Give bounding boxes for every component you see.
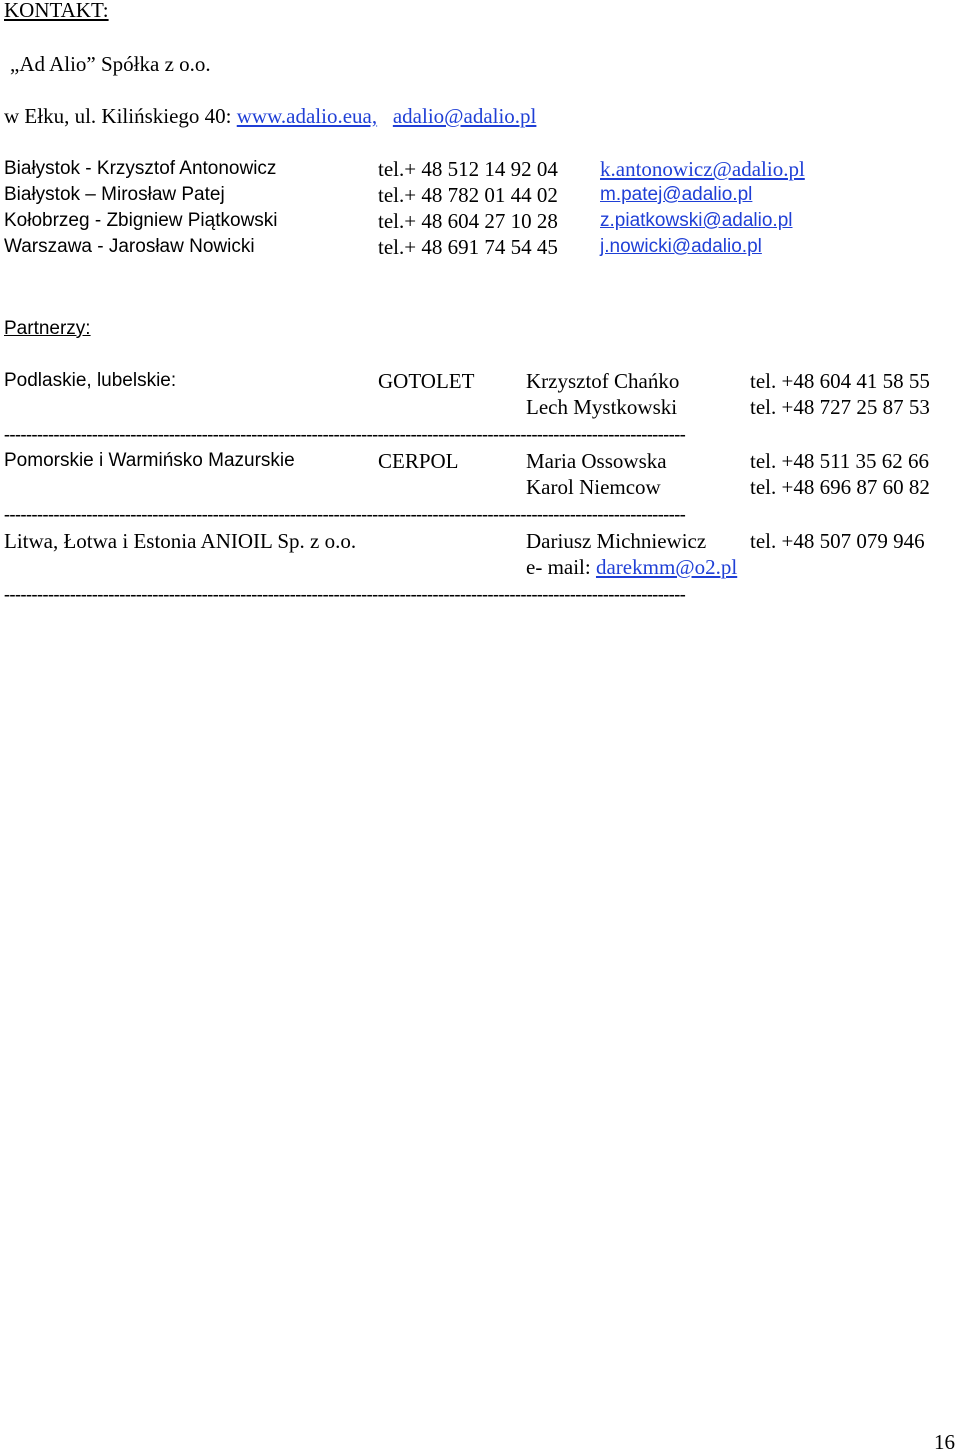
company-address <box>4 104 536 129</box>
contact-email-link[interactable]: k.antonowicz@adalio.pl <box>600 157 805 181</box>
partner-person-name: Lech Mystkowski <box>526 395 678 419</box>
partner-region: Podlaskie, lubelskie: <box>4 370 177 391</box>
contact-phone: tel.+ 48 512 14 92 04 <box>378 157 558 181</box>
company-address-prefix: w Ełku, ul. Kilińskiego 40: <box>4 104 237 128</box>
contact-phone: tel.+ 48 782 01 44 02 <box>378 183 558 207</box>
partner-person-name: Maria Ossowska <box>526 449 667 473</box>
contact-email-link[interactable]: m.patej@adalio.pl <box>600 184 753 205</box>
partner-region: Litwa, Łotwa i Estonia ANIOIL Sp. z o.o. <box>4 529 357 553</box>
company-name: „Ad Alio” Spółka z o.o. <box>10 52 211 76</box>
contact-name: Białystok - Krzysztof Antonowicz <box>4 158 277 179</box>
partners-heading: Partnerzy: <box>4 318 91 339</box>
contact-email-link[interactable]: j.nowicki@adalio.pl <box>600 236 762 257</box>
partner-email-link[interactable]: darekmm@o2.pl <box>595 555 738 579</box>
page-number: 16 <box>934 1430 955 1454</box>
contact-email-link[interactable]: z.piatkowski@adalio.pl <box>600 210 793 231</box>
contact-name: Kołobrzeg - Zbigniew Piątkowski <box>4 210 278 231</box>
contact-name: Warszawa - Jarosław Nowicki <box>4 236 255 257</box>
contact-phone: tel.+ 48 691 74 54 45 <box>378 235 558 259</box>
page-heading: KONTAKT: <box>4 0 109 22</box>
partner-person-phone: tel. +48 696 87 60 82 <box>750 475 930 499</box>
separator-line: ---------------------------------------------------------------------------------------------------------------------------- <box>4 424 686 444</box>
partner-person-name: Krzysztof Chańko <box>526 369 680 393</box>
partner-company: CERPOL <box>378 449 459 473</box>
partner-email <box>526 555 737 580</box>
partner-person-phone: tel. +48 604 41 58 55 <box>750 369 930 393</box>
partner-company: GOTOLET <box>378 369 475 393</box>
company-email-link[interactable]: adalio@adalio.pl <box>392 104 537 128</box>
contact-phone: tel.+ 48 604 27 10 28 <box>378 209 558 233</box>
partner-person-name: Karol Niemcow <box>526 475 661 499</box>
contact-name: Białystok – Mirosław Patej <box>4 184 225 205</box>
partner-email-label: e- mail: <box>526 555 596 579</box>
company-website-link[interactable]: www.adalio.eua, <box>236 104 378 128</box>
separator-line: ---------------------------------------------------------------------------------------------------------------------------- <box>4 504 686 524</box>
separator-line: ---------------------------------------------------------------------------------------------------------------------------- <box>4 584 686 604</box>
partner-person-phone: tel. +48 511 35 62 66 <box>750 449 930 473</box>
partner-person-phone: tel. +48 507 079 946 <box>750 529 925 553</box>
partner-person-phone: tel. +48 727 25 87 53 <box>750 395 930 419</box>
partner-region: Pomorskie i Warmińsko Mazurskie <box>4 450 295 471</box>
partner-person-name: Dariusz Michniewicz <box>526 529 707 553</box>
